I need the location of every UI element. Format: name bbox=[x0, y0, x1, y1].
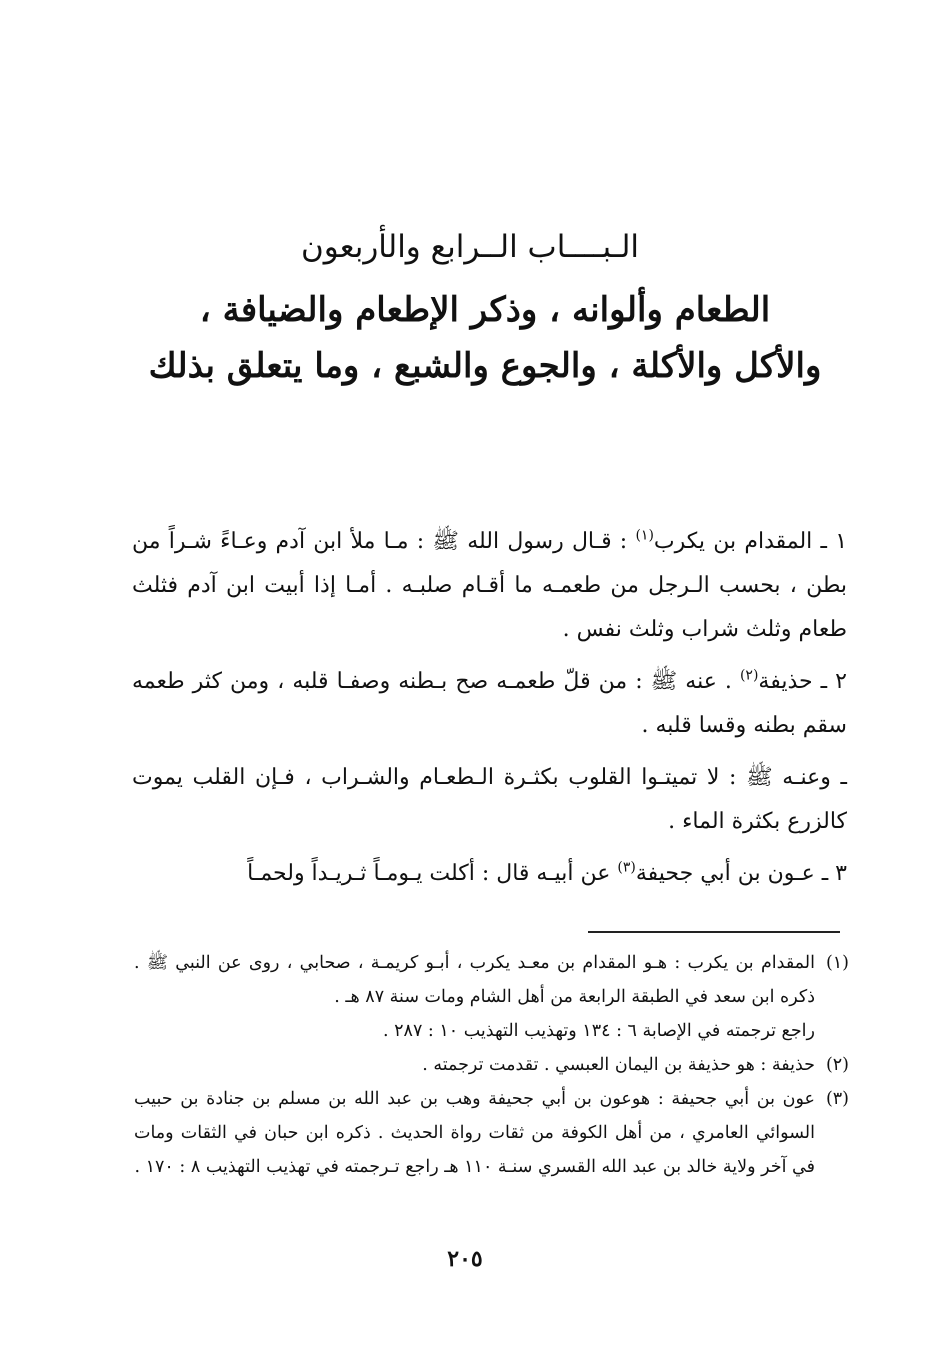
footnote-number: (٣) bbox=[825, 1089, 849, 1109]
footnote-divider bbox=[588, 931, 840, 933]
entry-2-lead: ٢ ـ حذيفة bbox=[758, 669, 847, 694]
chapter-heading: الـبــــاب الــرابع والأربعون bbox=[300, 229, 640, 265]
footnote-number: (١) bbox=[825, 953, 849, 973]
footnote-ref-1: (١) bbox=[635, 527, 654, 544]
footnote-2 bbox=[134, 1048, 849, 1082]
footnotes bbox=[134, 946, 849, 1184]
footnote-text: المقدام بن يكرب : هـو المقدام بن معـد يكرب ، أبـو كريمـة ، صحابي ، روى عن النبي ﷺ . ذكره ابن سعد في الطبقة الرابعة من أهل الشام ومات سنة ٨٧ هـ . bbox=[134, 953, 815, 1007]
footnote-ref-2: (٢) bbox=[739, 667, 759, 684]
entry-2-continued bbox=[132, 756, 847, 844]
footnote-ref-3: (٣) bbox=[617, 859, 636, 876]
entry-3-text: عن أبيـه قال : أكلت يـومـاً ثـريـداً ولحمـاً bbox=[247, 861, 618, 886]
footnote-number: (٢) bbox=[825, 1055, 849, 1075]
footnote-1-reference: راجع ترجمته في الإصابة ٦ : ١٣٤ وتهذيب التهذيب ١٠ : ٢٨٧ . bbox=[383, 1021, 815, 1041]
chapter-title-line-2: والأكل والأكلة ، والجوع والشبع ، وما يتعلق بذلك bbox=[148, 346, 822, 386]
entry-3-lead: ٣ ـ عـون بن أبي جحيفة bbox=[635, 861, 847, 886]
entry-1-text: : قـال رسول الله ﷺ : مـا ملأ ابن آدم وعـاءً شـراً من بطن ، بحسب الـرجل من طعمـه ما أقـام صلبـه . أمـا إذا أبيت ابن آدم فثلث طعام وثلث شراب وثلث نفس . bbox=[132, 529, 847, 642]
chapter-title-line-1: الطعام وألوانه ، وذكر الإطعام والضيافة ، bbox=[199, 290, 771, 330]
entry-1-lead: ١ ـ المقدام بن يكرب bbox=[653, 529, 848, 554]
page-number: ٢٠٥ bbox=[447, 1246, 483, 1272]
footnote-text: عون بن أبي جحيفة : هوعون بن أبي جحيفة وهب بن عبد الله بن مسلم بن جنادة بن حبيب السوائي العامري ، من أهل الكوفة من ثقات رواة الحديث . ذكره ابن حبان في الثقات ومات في آخر ولاية خالد بن عبد الله القسري سنـة ١١٠ هـ راجع تـرجمته في تهذيب التهذيب ٨ : ١٧٠ . bbox=[134, 1089, 815, 1177]
entry-2b-text: ـ وعنـه ﷺ : لا تميتـوا القلوب بكثـرة الـطعـام والشـراب ، فـإن القلب يموت كالزرع بكثرة الماء . bbox=[132, 765, 847, 834]
entry-2-text: . عنه ﷺ : من قلّ طعمـه صح بـطنه وصفـا قلبه ، ومن كثر طعمه سقم بطنه وقسا قلبه . bbox=[132, 669, 847, 738]
entry-1 bbox=[132, 520, 847, 652]
entry-3 bbox=[132, 852, 847, 896]
main-text bbox=[132, 520, 847, 904]
footnote-1 bbox=[134, 946, 849, 1014]
entry-2 bbox=[132, 660, 847, 748]
footnote-text: حذيفة : هو حذيفة بن اليمان العبسي . تقدمت ترجمته . bbox=[422, 1055, 815, 1075]
footnote-3 bbox=[134, 1082, 849, 1184]
chapter-title bbox=[120, 282, 850, 394]
